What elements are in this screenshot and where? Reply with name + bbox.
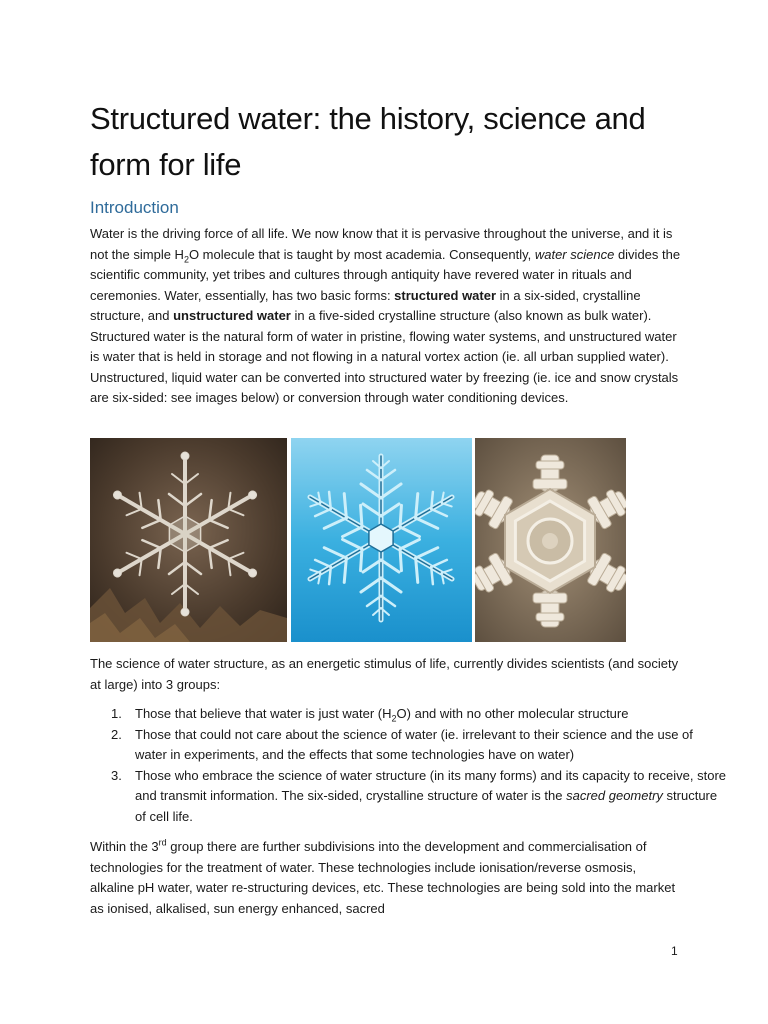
emphasis-water-science: water science (534, 246, 615, 262)
bold-structured-water: structured water (394, 287, 497, 303)
list-item-text: structure of cell life. (135, 788, 718, 824)
page-number: 1 (671, 944, 678, 958)
intro-text-2: O molecule that is taught by most academia. Consequently, (188, 246, 535, 262)
intro-paragraph (90, 224, 682, 409)
groups-list (90, 704, 727, 827)
hexagonal-ice-crystal-photo-icon (475, 438, 626, 642)
list-number: 2. (111, 726, 122, 742)
list-item (111, 725, 727, 766)
list-item-text: O) and with no other molecular structure (396, 706, 629, 721)
paragraph-text: group there are further subdivisions into the development and commercialisation of technologies for the treatment of water. These technologies include ionisation/reverse osmosis, alkaline pH water, water re-structuring devices, etc. These technologies are being sold into the market as ionised, alkalised, sun energy enhanced, sacred (90, 839, 676, 916)
superscript-rd: rd (158, 837, 167, 848)
third-group-paragraph (90, 837, 682, 919)
section-heading-introduction: Introduction (90, 198, 179, 217)
snowflake-photo-icon (291, 438, 472, 642)
intro-text-5: in a five-sided crystalline structure (also known as bulk water). Structured water is the natural form of water in pristine, flowing water systems, and unstructured water is water that is held in storage and not flowing in a natural vortex action (ie. all urban supplied water). Unstructured, liquid water can be converted into structured water by freezing (ie. ice and snow crystals are six-sided: see images below) or conversion through water conditioning devices. (90, 308, 679, 405)
snowflake-image-row (90, 438, 626, 642)
list-item (111, 766, 727, 828)
list-item (111, 704, 727, 725)
intro-text-4: in a six-sided, crystalline structure, and (90, 287, 641, 323)
paragraph-text: Within the 3 (90, 839, 159, 854)
list-number: 1. (111, 706, 122, 721)
subscript-2: 2 (391, 713, 397, 724)
list-number: 3. (111, 767, 122, 783)
subscript-2: 2 (183, 254, 189, 265)
intro-text-1: Water is the driving force of all life. We now know that it is pervasive throughout the universe, and it is not the simple H (90, 226, 673, 262)
intro-text-3: divides the scientific community, yet tribes and cultures through antiquity have revered water in rituals and ceremonies. Water, essentially, has two basic forms: (90, 246, 681, 303)
snowflake-photo-2 (291, 438, 472, 642)
document-title: Structured water: the history, science and form for life (90, 101, 646, 182)
snowflake-photo-3 (475, 438, 626, 642)
list-item-text: Those who embrace the science of water structure (in its many forms) and its capacity to receive, store and transmit information. The six-sided, crystalline structure of water is the (135, 767, 727, 803)
snowflake-photo-1 (90, 438, 287, 642)
groups-intro-paragraph: The science of water structure, as an energetic stimulus of life, currently divides scientists (and society at large) into 3 groups: (90, 656, 679, 692)
emphasis-sacred-geometry: sacred geometry (566, 788, 663, 803)
list-item-text: Those that could not care about the science of water (ie. irrelevant to their science and the use of water in experiments, and the effects that some technologies have on water) (135, 726, 693, 762)
snowflake-photo-icon (90, 438, 287, 642)
list-item-text: Those that believe that water is just water (H (135, 706, 392, 721)
bold-unstructured-water: unstructured water (173, 308, 291, 323)
